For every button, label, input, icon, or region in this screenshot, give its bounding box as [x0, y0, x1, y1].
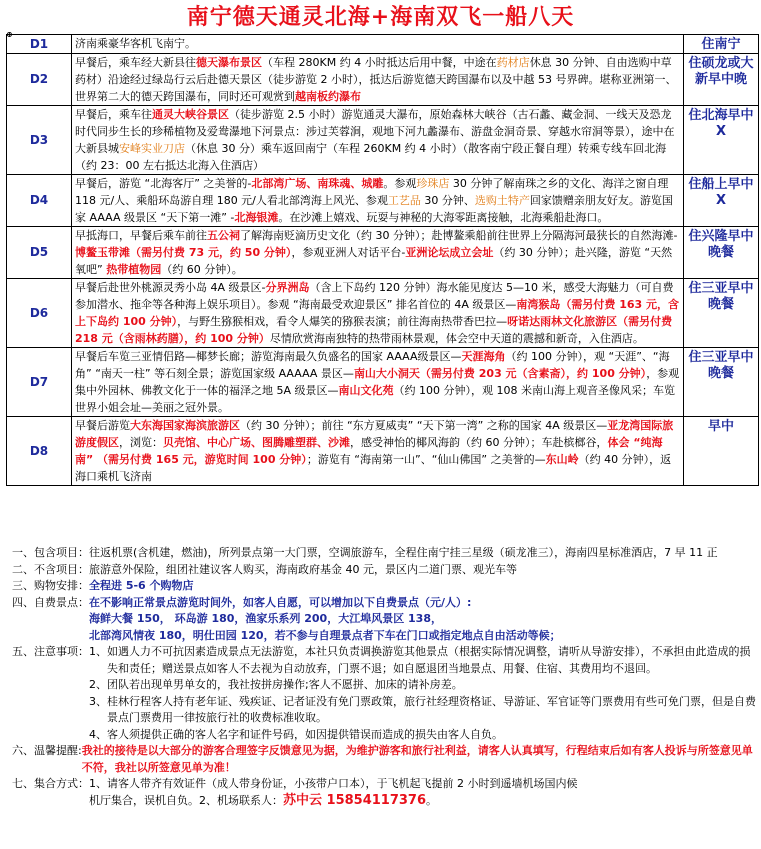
precaution-text: 桂林行程客人持有老年证、残疾证、记者证没有免门票政策，旅行社经理资格证、导游证、军官证等门票费用有些可免门票，但是自费景点门票费用一律按旅行社的收费标准收取。	[107, 694, 756, 724]
lodging-meal-cell: 住南宁	[684, 35, 759, 54]
description-text: 30 分钟了解南珠之乡的文化、海洋之窗自理 118 元/人、乘船环岛游自理 180 元/人看北部湾海上风光、参观	[75, 177, 669, 207]
description-text: （含上下岛约 120 分钟）海水能见度达 5—10 米，感受大海魅力（可自费参加潜水、拖伞等各种海上娱乐项目）。参观 “海南最受欢迎景区” 排名首位的 4A 级景区—	[75, 281, 674, 311]
lodging-meal-cell: 住兴隆早中晚餐	[684, 227, 759, 279]
note-text: 往返机票(含机建，燃油)，所列景点第一大门票，空调旅游车，全程住南宁挂三星级（硕龙准三），海南四星标准酒店，7 早 11 正	[89, 546, 718, 559]
lodging-meal-cell: 早中	[684, 417, 759, 486]
highlight-text: 越南板约瀑布	[295, 90, 361, 103]
precaution-number: 4、	[89, 727, 107, 741]
title-text: 南宁德天通灵北海+海南双飞一船八天	[186, 4, 575, 30]
day-description	[72, 279, 684, 348]
note-text: 全程进 5-6 个购物店	[89, 579, 194, 592]
precaution-item	[89, 694, 757, 727]
day-description	[72, 227, 684, 279]
highlight-text: 德天瀑布景区	[196, 56, 262, 69]
highlight-text: 南湾猴岛（需另付费 163 元，含上下岛约 100 分钟）	[75, 298, 680, 328]
precaution-item	[89, 677, 757, 694]
note-excluded	[12, 562, 757, 579]
note-label: 七、集合方式：	[12, 777, 89, 790]
itinerary-table	[6, 34, 759, 486]
precaution-text: 如遇人力不可抗因素造成景点无法游览，本社只负责调换游览其他景点（根据实际情况调整，请听从导游安排），不承担由此造成的损失和责任；赠送景点如客人不去视为自动放弃，门票不退；如自愿退团当地景点、用餐、住宿、其费用均不退回。	[107, 645, 751, 675]
description-text: （约 60 分钟）。	[161, 263, 243, 276]
highlight-text: 南山大小洞天（需另付费 203 元（含素斋），约 100 分钟）	[353, 367, 647, 380]
description-text: （约 40 分钟），返海口乘机飞济南	[75, 453, 672, 483]
description-text: 早餐后，游览 “北海客厅” 之美誉的-	[75, 177, 252, 190]
description-text: （约 30 分钟）；赴兴隆，游览 “天然氧吧”	[75, 246, 673, 276]
description-text: 。在沙滩上嬉戏、玩耍与神秘的大海零距离接触，北海乘船赴海口。	[278, 211, 609, 224]
description-text: 休息 30 分钟、自由选购中草药材）沿途经过绿岛行云后赴德天景区（徒步游览 2 小时），抵达后游览德天跨国瀑布以及中越 53 号界碑。堪称亚洲第一、世界第二大的德天跨国瀑布，同时还可观赏到	[75, 56, 677, 103]
day-cell: D2	[7, 54, 72, 106]
day-cell: D4	[7, 175, 72, 227]
description-text: （约 100 分钟），观 “天涯”、“海角” “南天一柱” 等石刻全景；游览国家级 AAAAA 景区—	[75, 350, 670, 380]
day-description	[72, 54, 684, 106]
itinerary-row	[7, 54, 759, 106]
day-description	[72, 417, 684, 486]
day-cell: D1	[7, 35, 72, 54]
description-text: 30 分钟、	[420, 194, 475, 207]
highlight-text: 药材店	[496, 56, 530, 69]
highlight-text: 五公祠	[207, 229, 240, 242]
highlight-text: 选购土特产	[474, 194, 530, 207]
day-cell: D3	[7, 106, 72, 175]
day-description	[72, 35, 684, 54]
table-move-handle-icon[interactable]: ⊕	[6, 29, 14, 39]
day-cell: D5	[7, 227, 72, 279]
day-cell: D7	[7, 348, 72, 417]
note-label: 三、购物安排：	[12, 579, 89, 592]
highlight-text: 体会 “纯海南” （需另付费 165 元，游览时间 100 分钟）	[75, 436, 663, 466]
description-text: （约 30 分钟）；前往 “东方夏威夷” “天下第一湾” 之称的国家 4A 级景区—	[240, 419, 608, 432]
note-label: 四、自费景点：	[12, 595, 89, 609]
note-optional	[12, 595, 757, 645]
highlight-text: 通灵大峡谷景区	[152, 108, 229, 121]
note-text	[89, 595, 757, 645]
highlight-text: 东山岭	[545, 453, 579, 466]
itinerary-row	[7, 106, 759, 175]
description-text: ，感受神怡的椰风海韵（约 60 分钟）；车赴槟榔谷，	[350, 436, 608, 449]
highlight-text: 贝壳馆、中心广场、图腾雕塑群、沙滩	[163, 436, 350, 449]
optional-line: 在不影响正常景点游览时间外，如客人自愿，可以增加以下自费景点（元/人）:	[89, 595, 472, 609]
highlight-text: 北部湾广场、南珠魂、城雕	[251, 177, 384, 190]
description-text: 早餐后，乘车往	[75, 108, 152, 121]
assembly-line: 机厅集合，误机自负。2、机场联系人：	[89, 793, 283, 807]
highlight-text: 亚龙湾国际旅游度假区	[75, 419, 674, 449]
notes-section	[12, 545, 757, 809]
page-title	[0, 0, 761, 39]
description-text: 早餐后赴世外桃源灵秀小岛 4A 级景区-	[75, 281, 266, 294]
optional-line: 海鲜大餐 150， 环岛游 180，渔家乐系列 200，大江埠风景区 138，	[89, 612, 442, 625]
note-precautions	[12, 644, 757, 743]
description-text: 早餐后游览	[75, 419, 130, 432]
note-text: 我社的接待是以大部分的游客合理签字反馈意见为据，为维护游客和旅行社利益，请客人认真填写，行程结束后如有客人投诉与所签意见单不符，我社以所签意见单为准！	[81, 744, 753, 774]
precaution-item	[89, 727, 757, 744]
description-text: ，参观亚洲人对话平台-	[291, 246, 406, 259]
description-text: （车程 280KM 约 4 小时抵达后用中餐，中途在	[262, 56, 497, 69]
itinerary-row	[7, 227, 759, 279]
itinerary-row	[7, 175, 759, 227]
note-text	[89, 776, 757, 809]
highlight-text: 分界洲岛	[265, 281, 310, 294]
assembly-end: 。	[426, 793, 438, 807]
highlight-text: 亚洲论坛成立会址	[405, 246, 494, 259]
note-label: 五、注意事项：	[12, 645, 89, 658]
precaution-item	[89, 644, 757, 677]
precaution-text: 客人须提供正确的客人名字和证件号码，如因提供错误而造成的损失由客人自负。	[107, 727, 503, 741]
description-text: （约 100 分钟），观 108 米南山海上观音圣像风采；车览世界小姐会址—美丽之冠外景。	[75, 384, 675, 414]
description-text: （徒步游览 2.5 小时）游览通灵大瀑布，原始森林大峡谷（古石蠡、藏金洞、一线天及恐龙时代同步生长的珍稀植物及爱鸯瀑地下河景点：涉过芙蓉涧，观地下河九蠡瀑布、游盘金洞奇景、穿越水帘洞等景），途中在大新县城	[75, 108, 675, 155]
note-label: 一、包含项目：	[12, 546, 89, 559]
precaution-number: 3、	[89, 694, 107, 708]
description-text: （休息 30 分）乘车返回南宁（车程 260KM 约 4 小时）（散客南宁段正餐自理）转乘专线车回北海（约 23：00 左右抵达北海入住酒店）	[75, 142, 667, 172]
highlight-text: 工艺品	[387, 194, 421, 207]
precaution-number: 2、	[89, 678, 107, 691]
description-text: ；游览有 “海南第一山”、“仙山佛国” 之美誉的—	[306, 453, 546, 466]
description-text: 回家馈赠亲朋友好友。游览国家 AAAA 级景区 “天下第一滩” -	[75, 194, 673, 224]
highlight-text: 博鳌玉带滩（需另付费 73 元，约 50 分钟）	[75, 246, 292, 259]
lodging-meal-cell: 住北海早中 X	[684, 106, 759, 175]
itinerary-row	[7, 279, 759, 348]
itinerary-row	[7, 417, 759, 486]
day-description	[72, 175, 684, 227]
note-label: 六、温馨提醒:	[12, 744, 82, 757]
description-text: 了解海南贬滴历史文化（约 30 分钟）；赴博鳌乘船前往世界上分隔海河最狭长的自然海滩-	[240, 229, 678, 242]
description-text: ，与野生猕猴相戏，看令人爆笑的猕猴表演；前往海南热带香巴拉—	[177, 315, 508, 328]
highlight-text: 天涯海角	[461, 350, 506, 363]
note-included	[12, 545, 757, 562]
precaution-text: 团队若出现单男单女的，我社按拼房操作;客人不愿拼、加床的请补房差。	[107, 678, 463, 691]
lodging-meal-cell: 住船上早中 X	[684, 175, 759, 227]
itinerary-row	[7, 35, 759, 54]
description-text: 尽情欣赏海南独特的热带雨林景观，体会空中天道的震撼和新奇，入住酒店。	[269, 332, 644, 345]
precautions-list	[89, 644, 757, 743]
description-text: ，浏览：	[119, 436, 163, 449]
description-text: ，参观集中外园林、佛教文化于一体的福泽之地 5A 级景区—	[75, 367, 680, 397]
lodging-meal-cell: 住硕龙或大新早中晚	[684, 54, 759, 106]
note-shopping	[12, 578, 757, 595]
description-text: 早餐后，乘车经大新县往	[75, 56, 196, 69]
highlight-text: 热带植物园	[106, 263, 162, 276]
note-reminder	[12, 743, 757, 776]
note-label: 二、不含项目：	[12, 562, 89, 576]
contact-person: 苏中云 15854117376	[283, 792, 427, 808]
highlight-text: 大东海国家海滨旅游区	[130, 419, 240, 432]
optional-line: 北部湾风情夜 180，明仕田园 120，若不参与自理景点者下车在门口或指定地点自由活动等候；	[89, 628, 561, 642]
lodging-meal-cell: 住三亚早中晚餐	[684, 279, 759, 348]
highlight-text: 南山文化苑	[338, 384, 394, 397]
precaution-number: 1、	[89, 645, 107, 658]
day-cell: D8	[7, 417, 72, 486]
description-text: 早餐后车览三亚情侣路—椰梦长廊；游览海南最久负盛名的国家 AAAA级景区—	[75, 350, 462, 363]
description-text: 早抵海口，早餐后乘车前往	[75, 229, 207, 242]
highlight-text: 安峰实业刀店	[119, 142, 185, 155]
note-text: 旅游意外保险，组团社建议客人购买，海南政府基金 40 元，景区内二道门票、观光车等	[89, 562, 517, 576]
day-description	[72, 106, 684, 175]
lodging-meal-cell: 住三亚早中晚餐	[684, 348, 759, 417]
note-assembly	[12, 776, 757, 809]
itinerary-row	[7, 348, 759, 417]
highlight-text: 珍珠店	[416, 177, 450, 190]
assembly-line: 1、请客人带齐有效证件（成人带身份证，小孩带户口本），于飞机起飞提前 2 小时到遥墙机场国内候	[89, 777, 578, 790]
description-text: 济南乘豪华客机飞南宁。	[75, 37, 196, 50]
highlight-text: 北海银滩	[234, 211, 279, 224]
highlight-text: 呀诺达雨林文化旅游区（需另付费 218 元（含雨林药膳），约 100 分钟）	[75, 315, 673, 345]
day-description	[72, 348, 684, 417]
description-text: 。参观	[383, 177, 417, 190]
day-cell: D6	[7, 279, 72, 348]
